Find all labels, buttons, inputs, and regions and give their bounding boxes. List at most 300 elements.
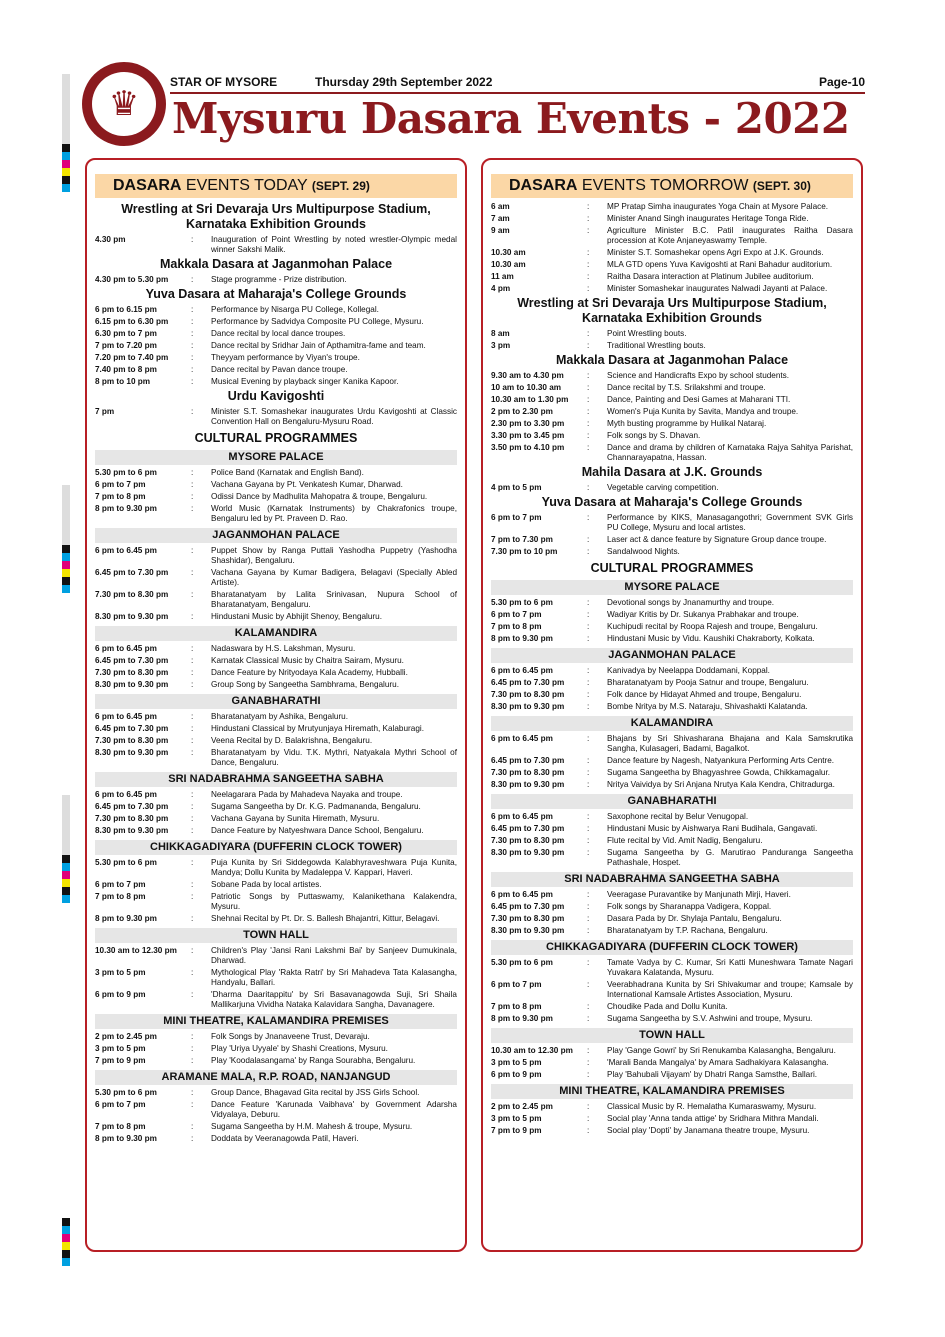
crop-marks-mid [62,485,70,593]
event-time: 7.40 pm to 8 pm [95,365,157,374]
event-row [95,892,457,912]
colon-separator: : [191,724,194,733]
colon-separator: : [191,668,194,677]
colon-separator: : [191,377,194,386]
event-description: Doddata by Veeranagowda Patil, Haveri. [211,1134,359,1143]
colon-separator: : [191,892,194,901]
newspaper-logo [82,62,166,146]
event-row [95,341,457,351]
event-row [491,1002,853,1012]
event-row [95,880,457,890]
event-time: 7 pm [95,407,115,416]
event-time: 8 pm to 10 pm [95,377,151,386]
event-description: Play 'Bahubali Vijayam' by Dhatri Ranga Samsthe, Ballari. [607,1070,818,1079]
event-description: Patriotic Songs by Puttaswamy, Kalanikethana Kalakendra, Mysuru. [211,892,457,911]
event-row [491,341,853,351]
event-description: Dance Feature by Nrityodaya Kala Academy, Hubballi. [211,668,408,677]
event-row [95,377,457,387]
event-description: Tamate Vadya by C. Kumar, Sri Katti Muneshwara Tamate Nagari Yuvakara Kalatanda, Mysuru. [607,958,853,977]
event-description: Kanivadya by Neelappa Doddamani, Koppal. [607,666,770,675]
event-row [491,443,853,463]
event-row [491,902,853,912]
event-description: Performance by Nisarga PU College, Kollegal. [211,305,379,314]
event-description: Bharatanatyam by Lalita Srinivasan, Nupura School of Bharatanatyam, Bengaluru. [211,590,457,609]
event-time: 8 pm to 9.30 pm [491,634,553,643]
event-description: Social play 'Anna tanda attige' by Sridhara Mithra Mandali. [607,1114,819,1123]
colon-separator: : [191,492,194,501]
event-description: MLA GTD opens Yuva Kavigoshti at Rani Bahadur auditorium. [607,260,833,269]
event-row [491,272,853,282]
cultural-programmes-heading: CULTURAL PROGRAMMES [590,561,754,575]
event-row [95,1044,457,1054]
event-row [491,248,853,258]
colon-separator: : [191,736,194,745]
event-time: 8.30 pm to 9.30 pm [491,926,565,935]
event-row [95,329,457,339]
event-time: 11 am [491,272,514,281]
event-row [491,780,853,790]
event-row [95,353,457,363]
event-description: Flute recital by Vid. Amit Nadig, Bengaluru. [607,836,763,845]
colon-separator: : [587,341,590,350]
event-time: 8.30 pm to 9.30 pm [95,748,169,757]
event-time: 7 pm to 9 pm [95,1056,146,1065]
event-time: 10.30 am to 12.30 pm [95,946,177,955]
colon-separator: : [587,214,590,223]
event-description: Laser act & dance feature by Signature Group dance troupe. [607,535,827,544]
colon-separator: : [191,1044,194,1053]
event-time: 7.30 pm to 8.30 pm [491,768,565,777]
event-row [95,858,457,878]
event-row [95,724,457,734]
event-description: Vachana Gayana by Pt. Venkatesh Kumar, Dharwad. [211,480,403,489]
event-time: 6.45 pm to 7.30 pm [95,568,169,577]
colon-separator: : [587,768,590,777]
event-time: 6.30 pm to 7 pm [95,329,157,338]
colon-separator: : [587,1070,590,1079]
event-description: Minister S.T. Somashekar opens Agri Expo at J.K. Grounds. [607,248,824,257]
event-description: Play 'Gange Gowri' by Sri Renukamba Kalasangha, Bengaluru. [607,1046,836,1055]
event-time: 10.30 am [491,248,526,257]
colon-separator: : [587,598,590,607]
colon-separator: : [191,468,194,477]
colon-separator: : [191,790,194,799]
colon-separator: : [191,826,194,835]
event-description: Stage programme - Prize distribution. [211,275,347,284]
event-row [491,598,853,608]
event-row [95,317,457,327]
event-description: Puja Kunita by Sri Siddegowda Kalabhyraveshwara Puja Kunita, Mandya; Dollu Kunita by Madaleppa V. Kappari, Haveri. [211,858,457,877]
event-time: 4.30 pm to 5.30 pm [95,275,169,284]
event-time: 7.30 pm to 8.30 pm [491,690,565,699]
event-description: Dance recital by T.S. Srilakshmi and troupe. [607,383,766,392]
event-description: Saxophone recital by Belur Venugopal. [607,812,749,821]
event-description: Minister S.T. Somashekar inaugurates Urdu Kavigoshti at Classic Convention Hall on Bengaluru-Mysuru Road. [211,407,457,426]
colon-separator: : [587,547,590,556]
events-today-panel [85,158,467,1252]
event-time: 6.45 pm to 7.30 pm [491,902,565,911]
colon-separator: : [191,1032,194,1041]
event-description: Social play 'Dopti' by Janamana theatre troupe, Mysuru. [607,1126,810,1135]
event-time: 3 pm to 5 pm [95,1044,146,1053]
event-row [95,235,457,255]
colon-separator: : [587,666,590,675]
colon-separator: : [191,656,194,665]
event-row [95,668,457,678]
event-row [95,1088,457,1098]
event-row [491,610,853,620]
event-time: 8 pm to 9.30 pm [95,1134,157,1143]
event-description: Devotional songs by Jnanamurthy and troupe. [607,598,775,607]
event-time: 9 am [491,226,510,235]
venue-heading: Mahila Dasara at J.K. Grounds [581,465,763,479]
colon-separator: : [587,1102,590,1111]
event-row [95,748,457,768]
colon-separator: : [587,914,590,923]
event-row [95,736,457,746]
event-time: 8 pm to 9.30 pm [491,1014,553,1023]
event-time: 10.30 am to 12.30 pm [491,1046,573,1055]
event-time: 6 pm to 9 pm [491,1070,542,1079]
event-time: 6 pm to 6.15 pm [95,305,157,314]
colon-separator: : [587,260,590,269]
colon-separator: : [587,443,590,452]
event-row [95,504,457,524]
elephant-emblem-icon: ♛ [108,84,140,124]
event-time: 6 pm to 6.45 pm [491,666,553,675]
colon-separator: : [587,371,590,380]
event-row [491,1070,853,1080]
event-time: 4 pm [491,284,511,293]
venue-subheading: SRI NADABRAHMA SANGEETHA SABHA [95,772,457,787]
colon-separator: : [587,1002,590,1011]
event-time: 6 pm to 7 pm [491,980,542,989]
event-row [95,790,457,800]
event-description: Musical Evening by playback singer Kanika Kapoor. [211,377,399,386]
colon-separator: : [191,858,194,867]
colon-separator: : [587,535,590,544]
colon-separator: : [587,395,590,404]
event-description: Sobane Pada by local artistes. [211,880,322,889]
banner-dasara: DASARA [509,177,578,194]
event-time: 8.30 pm to 9.30 pm [95,612,169,621]
event-row [491,371,853,381]
venue-heading: Makkala Dasara at Jaganmohan Palace [555,353,789,367]
event-description: Hindustani Music by Abhijit Shenoy, Bengaluru. [211,612,382,621]
event-row [95,656,457,666]
event-row [491,214,853,224]
colon-separator: : [587,690,590,699]
event-row [95,612,457,622]
colon-separator: : [587,678,590,687]
event-row [491,812,853,822]
event-time: 6 am [491,202,510,211]
event-time: 10.30 am [491,260,526,269]
colon-separator: : [587,1114,590,1123]
cultural-programmes-heading: CULTURAL PROGRAMMES [194,431,358,445]
banner-text: EVENTS TOMORROW [577,177,753,194]
event-description: Odissi Dance by Madhulita Mahopatra & troupe, Bengaluru. [211,492,428,501]
event-description: Sugama Sangeetha by S.V. Ashwini and troupe, Mysuru. [607,1014,813,1023]
event-description: Raitha Dasara interaction at Platinum Jubilee auditorium. [607,272,814,281]
event-time: 6 pm to 7 pm [95,480,146,489]
colon-separator: : [191,1100,194,1109]
event-row [491,768,853,778]
colon-separator: : [587,202,590,211]
event-time: 6.45 pm to 7.30 pm [491,824,565,833]
event-row [491,407,853,417]
event-time: 9.30 am to 4.30 pm [491,371,564,380]
event-description: Minister Somashekar inaugurates Nalwadi Jayanti at Palace. [607,284,828,293]
events-today-list [95,202,457,1144]
event-time: 8.30 pm to 9.30 pm [491,780,565,789]
venue-heading: Wrestling at Sri Devaraja Urs Multipurpose Stadium, Karnataka Exhibition Grounds [121,202,431,231]
event-description: Sugama Sangeetha by G. Marutirao Panduranga Sangeetha Pathashale, Hospet. [607,848,853,867]
event-time: 7 am [491,214,510,223]
colon-separator: : [191,644,194,653]
colon-separator: : [191,235,194,244]
colon-separator: : [191,1088,194,1097]
event-row [491,1014,853,1024]
event-row [95,1134,457,1144]
event-time: 7 pm to 8 pm [95,892,146,901]
colon-separator: : [191,880,194,889]
event-row [491,419,853,429]
event-time: 8.30 pm to 9.30 pm [491,702,565,711]
colon-separator: : [587,226,590,235]
event-description: 'Dharma Daaritappitu' by Sri Basavanagowda Suji, Sri Shaila Mallikarjuna Vividha Nataka Kalavidara Sangha, Davanagere. [211,990,457,1009]
colon-separator: : [587,824,590,833]
venue-heading: Makkala Dasara at Jaganmohan Palace [159,257,393,271]
colon-separator: : [587,284,590,293]
event-row [491,383,853,393]
event-description: Point Wrestling bouts. [607,329,687,338]
venue-subheading: GANABHARATHI [95,694,457,709]
event-row [95,590,457,610]
event-row [491,848,853,868]
event-row [491,678,853,688]
event-description: Karnatak Classical Music by Chaitra Sairam, Mysuru. [211,656,404,665]
venue-subheading: CHIKKAGADIYARA (DUFFERIN CLOCK TOWER) [491,940,853,955]
event-description: Traditional Wrestling bouts. [607,341,706,350]
colon-separator: : [587,702,590,711]
event-time: 7 pm to 9 pm [491,1126,542,1135]
venue-subheading: MINI THEATRE, KALAMANDIRA PREMISES [491,1084,853,1099]
event-row [491,547,853,557]
event-description: Vachana Gayana by Kumar Badigera, Belagavi (Specially Abled Artiste). [211,568,457,587]
event-description: Folk songs by S. Dhavan. [607,431,701,440]
event-time: 7 pm to 8 pm [491,1002,542,1011]
crop-marks-bottom [62,1218,70,1266]
venue-subheading: ARAMANE MALA, R.P. ROAD, NANJANGUD [95,1070,457,1085]
colon-separator: : [587,902,590,911]
colon-separator: : [587,407,590,416]
colon-separator: : [587,1126,590,1135]
event-description: Performance by Sadvidya Composite PU College, Mysuru. [211,317,424,326]
event-time: 6.45 pm to 7.30 pm [491,756,565,765]
issue-date: Thursday 29th September 2022 [315,75,493,89]
colon-separator: : [587,610,590,619]
event-row [491,1046,853,1056]
event-row [95,946,457,966]
event-time: 6 pm to 6.45 pm [491,890,553,899]
colon-separator: : [587,890,590,899]
event-time: 6 pm to 7 pm [95,880,146,889]
event-time: 6 pm to 6.45 pm [491,812,553,821]
colon-separator: : [191,317,194,326]
colon-separator: : [191,504,194,513]
event-row [95,492,457,502]
event-description: Science and Handicrafts Expo by school students. [607,371,790,380]
event-row [491,260,853,270]
colon-separator: : [587,848,590,857]
colon-separator: : [191,329,194,338]
event-description: Classical Music by R. Hemalatha Kumaraswamy, Mysuru. [607,1102,817,1111]
event-row [491,914,853,924]
colon-separator: : [191,365,194,374]
colon-separator: : [191,480,194,489]
colon-separator: : [587,272,590,281]
event-time: 6.45 pm to 7.30 pm [95,802,169,811]
event-description: Hindustani Music by Vidu. Kaushiki Chakraborty, Kolkata. [607,634,815,643]
venue-heading: Yuva Dasara at Maharaja's College Grounds [541,495,803,509]
event-description: Dance, Painting and Desi Games at Maharani TTI. [607,395,791,404]
venue-subheading: JAGANMOHAN PALACE [491,648,853,663]
event-row [491,1114,853,1124]
event-time: 8 am [491,329,510,338]
colon-separator: : [191,1122,194,1131]
event-row [491,284,853,294]
event-time: 7.20 pm to 7.40 pm [95,353,169,362]
event-description: Police Band (Karnatak and English Band). [211,468,364,477]
event-time: 3.30 pm to 3.45 pm [491,431,565,440]
events-tomorrow-panel [481,158,863,1252]
venue-subheading: TOWN HALL [491,1028,853,1043]
event-row [491,1102,853,1112]
event-description: Veeragase Puravantike by Manjunath Mirji, Haveri. [607,890,791,899]
event-row [95,1056,457,1066]
event-description: Group Dance, Bhagavad Gita recital by JSS Girls School. [211,1088,420,1097]
event-row [491,734,853,754]
event-time: 2.30 pm to 3.30 pm [491,419,565,428]
event-time: 7.30 pm to 8.30 pm [95,668,169,677]
venue-subheading: KALAMANDIRA [95,626,457,641]
colon-separator: : [191,990,194,999]
event-description: Bharatanatyam by Ashika, Bengaluru. [211,712,348,721]
event-description: Bombe Nritya by M.S. Nataraju, Shivashakti Kalatanda. [607,702,808,711]
event-row [491,836,853,846]
event-time: 5.30 pm to 6 pm [95,468,157,477]
event-row [491,395,853,405]
event-description: Group Song by Sangeetha Sambhrama, Bengaluru. [211,680,399,689]
event-time: 10 am to 10.30 am [491,383,562,392]
colon-separator: : [191,968,194,977]
event-time: 7 pm to 8 pm [491,622,542,631]
event-description: Play 'Uriya Uyyale' by Shashi Creations, Mysuru. [211,1044,388,1053]
colon-separator: : [587,756,590,765]
event-time: 4.30 pm [95,235,126,244]
event-time: 3 pm to 5 pm [491,1058,542,1067]
event-description: Sandalwood Nights. [607,547,680,556]
event-time: 6 pm to 6.45 pm [95,546,157,555]
event-row [491,756,853,766]
event-description: Puppet Show by Ranga Puttali Yashodha Puppetry (Yashodha Shashidar), Bengaluru. [211,546,457,565]
event-time: 7.30 pm to 8.30 pm [491,836,565,845]
event-description: Shehnai Recital by Pt. Dr. S. Ballesh Bhajantri, Kittur, Belagavi. [211,914,440,923]
event-description: Minister Anand Singh inaugurates Heritage Tonga Ride. [607,214,809,223]
events-tomorrow-banner [491,174,853,198]
colon-separator: : [587,1014,590,1023]
event-time: 7 pm to 7.20 pm [95,341,157,350]
event-time: 6 pm to 7 pm [491,513,542,522]
event-description: Bharatanatyam by T.P. Rachana, Bengaluru. [607,926,768,935]
event-time: 6 pm to 7 pm [491,610,542,619]
colon-separator: : [587,383,590,392]
masthead [170,75,865,91]
page-number: Page-10 [818,75,865,89]
event-time: 4 pm to 5 pm [491,483,542,492]
colon-separator: : [191,802,194,811]
event-description: Children's Play 'Jansi Rani Lakshmi Bai' by Sanjeev Dumukinala, Dharwad. [211,946,457,965]
event-row [491,483,853,493]
colon-separator: : [587,734,590,743]
event-row [95,1032,457,1042]
event-time: 6 pm to 9 pm [95,990,146,999]
event-description: Inauguration of Point Wrestling by noted wrestler-Olympic medal winner Sakshi Malik. [211,235,457,254]
event-time: 8.30 pm to 9.30 pm [95,826,169,835]
event-row [491,824,853,834]
event-row [491,513,853,533]
event-description: Dance and drama by children of Karnataka Rajya Sahitya Parishat, Channarayapatna, Hassan. [607,443,853,462]
event-row [491,1126,853,1136]
event-description: Neelagarara Pada by Mahadeva Nayaka and troupe. [211,790,403,799]
colon-separator: : [587,419,590,428]
event-description: Play 'Koodalasangama' by Ranga Sourabha, Bengaluru. [211,1056,416,1065]
colon-separator: : [587,1046,590,1055]
venue-subheading: GANABHARATHI [491,794,853,809]
event-row [491,926,853,936]
event-row [491,666,853,676]
event-description: Sugama Sangeetha by H.M. Mahesh & troupe, Mysuru. [211,1122,413,1131]
colon-separator: : [191,914,194,923]
event-description: Bharatanatyam by Pooja Satnur and troupe, Bengaluru. [607,678,809,687]
event-description: Sugama Sangeetha by Dr. K.G. Padmananda, Bengaluru. [211,802,421,811]
colon-separator: : [587,926,590,935]
event-description: Dance Feature by Natyeshwara Dance School, Bengaluru. [211,826,424,835]
event-time: 5.30 pm to 6 pm [491,958,553,967]
event-description: Nritya Vaividya by Sri Anjana Nrutya Kala Kendra, Chitradurga. [607,780,835,789]
colon-separator: : [587,1058,590,1067]
event-time: 6 pm to 6.45 pm [95,644,157,653]
event-time: 7.30 pm to 8.30 pm [491,914,565,923]
event-description: World Music (Karnatak Instruments) by Chakrafonics troupe, Bengaluru led by Pt. Praveen D. Rao. [211,504,457,523]
event-description: Veena Recital by D. Balakrishna, Bengaluru. [211,736,373,745]
event-time: 5.30 pm to 6 pm [95,858,157,867]
event-time: 3.50 pm to 4.10 pm [491,443,565,452]
event-time: 6 pm to 6.45 pm [95,790,157,799]
event-time: 8 pm to 9.30 pm [95,504,157,513]
events-tomorrow-list [491,202,853,1136]
event-time: 6 pm to 6.45 pm [95,712,157,721]
event-description: Folk Songs by Jnanaveene Trust, Devaraju. [211,1032,370,1041]
event-description: Vegetable carving competition. [607,483,719,492]
event-description: Dance recital by Pavan dance troupe. [211,365,348,374]
event-time: 7.30 pm to 8.30 pm [95,814,169,823]
banner-text: EVENTS TODAY [181,177,312,194]
colon-separator: : [587,329,590,338]
colon-separator: : [587,836,590,845]
event-time: 3 pm to 5 pm [491,1114,542,1123]
